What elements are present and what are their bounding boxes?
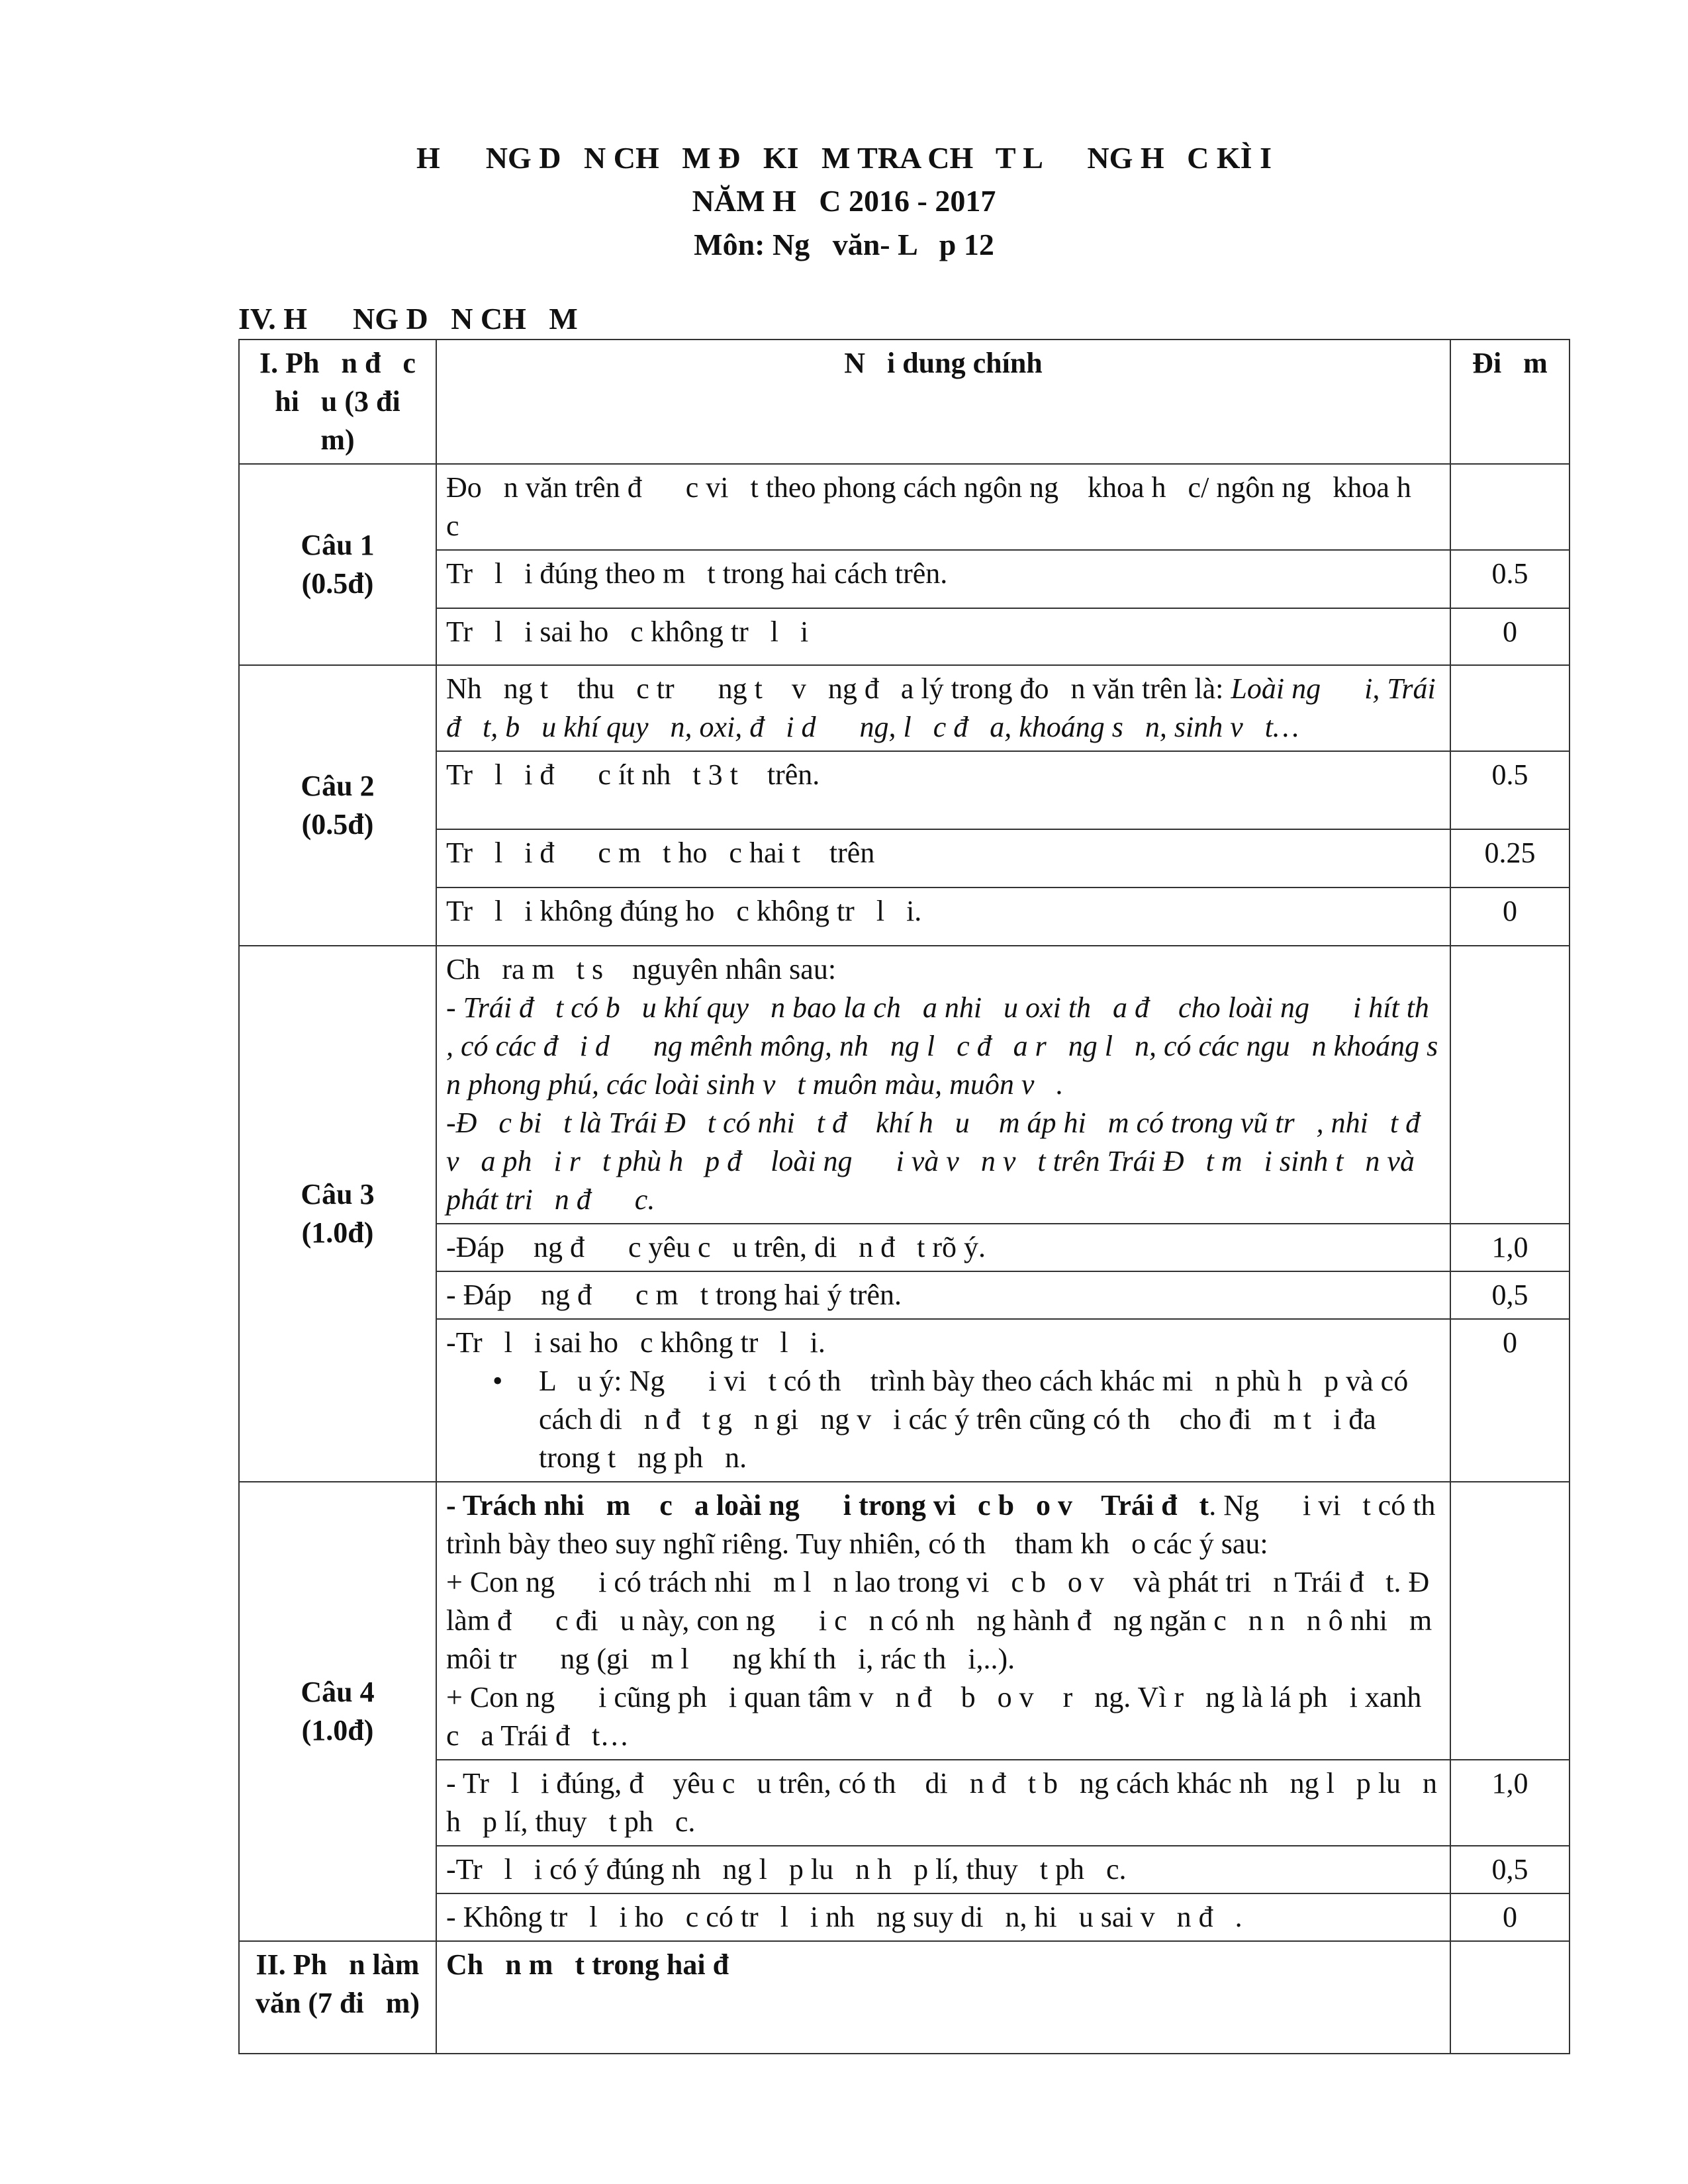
question-4-point-2: + Con ng i cũng ph i quan tâm v n đ b o v r ng. Vì r ng là lá ph i xanh c a Trái đ t… <box>446 1681 1429 1752</box>
grading-table <box>238 339 1570 2054</box>
question-1-score-empty <box>1450 464 1570 550</box>
table-row <box>239 887 1570 946</box>
table-row <box>239 829 1570 887</box>
question-3-point-2: -Đ c bi t là Trái Đ t có nhi t đ khí h u m áp hi m có trong vũ tr , nhi t đ v a ph i r t phù h p đ loài ng i và v n v t trên Trái Đ t m i sinh t n và phát tri n đ c. <box>446 1107 1450 1216</box>
question-2-score: 0.25 <box>1450 829 1570 887</box>
question-3-point-1: - Trái đ t có b u khí quy n bao la ch a nhi u oxi th a đ cho loài ng i hít th , có các đ i d ng mênh mông, nh ng l c đ a r ng l n, có các ngu n khoáng s n phong phú, các loài sinh v t muôn màu, muôn v . <box>446 991 1460 1101</box>
question-2-criterion: Tr l i đ c ít nh t 3 t trên. <box>436 751 1450 829</box>
header-content: N i dung chính <box>436 340 1450 464</box>
table-row <box>239 608 1570 665</box>
table-row <box>239 665 1570 751</box>
question-2-score: 0.5 <box>1450 751 1570 829</box>
table-header-row <box>239 340 1570 464</box>
question-4-heading: - Trách nhi m c a loài ng i trong vi c b o v Trái đ t <box>446 1489 1209 1522</box>
part-2-label: II. Ph n làm văn (7 đi m) <box>239 1941 436 2054</box>
question-4-criterion: -Tr l i có ý đúng nh ng l p lu n h p lí, thuy t ph c. <box>436 1846 1450 1893</box>
page-title-line-2: NĂM H C 2016 - 2017 <box>692 184 996 218</box>
page-title-line-1: H NG D N CH M Đ KI M TRA CH T L NG H C KÌ I <box>416 141 1272 175</box>
header-score: Đi m <box>1450 340 1570 464</box>
question-3-criterion <box>436 1319 1450 1482</box>
part-2-content: Ch n m t trong hai đ <box>436 1941 1450 2054</box>
table-row <box>239 464 1570 550</box>
question-1-score: 0.5 <box>1450 550 1570 608</box>
question-2-score-empty <box>1450 665 1570 751</box>
table-row <box>239 946 1570 1224</box>
section-heading: IV. H NG D N CH M <box>238 302 578 336</box>
question-3-score: 0,5 <box>1450 1271 1570 1319</box>
bullet-icon: • <box>492 1365 503 1397</box>
question-4-criterion: - Không tr l i ho c có tr l i nh ng suy di n, hi u sai v n đ . <box>436 1893 1450 1941</box>
question-3-score: 0 <box>1450 1319 1570 1482</box>
question-1-label: Câu 1 (0.5đ) <box>239 464 436 665</box>
question-1-score: 0 <box>1450 608 1570 665</box>
question-2-score: 0 <box>1450 887 1570 946</box>
table-row <box>239 1941 1570 2054</box>
table-row <box>239 1224 1570 1271</box>
question-3-score-empty <box>1450 946 1570 1224</box>
table-row <box>239 751 1570 829</box>
question-3-score: 1,0 <box>1450 1224 1570 1271</box>
question-1-answer: Đo n văn trên đ c vi t theo phong cách ngôn ng khoa h c/ ngôn ng khoa h c <box>436 464 1450 550</box>
question-3-criterion: -Đáp ng đ c yêu c u trên, di n đ t rõ ý. <box>436 1224 1450 1271</box>
question-4-heading-rest: . Ng i vi t có th trình bày theo suy nghĩ riêng. Tuy nhiên, có th tham kh o các ý sau: <box>446 1489 1465 1560</box>
question-3-label: Câu 3 (1.0đ) <box>239 946 436 1482</box>
table-row <box>239 1846 1570 1893</box>
page-title-line-3: Môn: Ng văn- L p 12 <box>694 228 994 261</box>
question-2-label: Câu 2 (0.5đ) <box>239 665 436 946</box>
question-2-answer-terms: Loài ng i, Trái đ t, b u khí quy n, oxi, đ i d ng, l c đ a, khoáng s n, sinh v t… <box>446 672 1443 743</box>
question-3-note-text: L u ý: Ng i vi t có th trình bày theo cách khác mi n phù h p và có cách di n đ t g n gi ng v i các ý trên cũng có th cho đi m t i đa trong t ng ph n. <box>539 1365 1416 1474</box>
question-4-label: Câu 4 (1.0đ) <box>239 1482 436 1941</box>
question-3-criterion: - Đáp ng đ c m t trong hai ý trên. <box>436 1271 1450 1319</box>
question-3-answer <box>436 946 1460 1224</box>
table-row <box>239 1319 1570 1482</box>
question-3-criterion-text: -Tr l i sai ho c không tr l i. <box>446 1326 825 1359</box>
question-4-criterion: - Tr l i đúng, đ yêu c u trên, có th di n đ t b ng cách khác nh ng l p lu n h p lí, thuy t ph c. <box>436 1760 1450 1846</box>
table-row <box>239 1893 1570 1941</box>
question-4-score: 0 <box>1450 1893 1570 1941</box>
question-2-criterion: Tr l i không đúng ho c không tr l i. <box>436 887 1450 946</box>
question-4-point-1: + Con ng i có trách nhi m l n lao trong vi c b o v và phát tri n Trái đ t. Đ làm đ c đi u này, con ng i c n có nh ng hành đ ng ngăn c n n n ô nhi m môi tr ng (gi m l ng khí th i, rác th i,..). <box>446 1566 1459 1675</box>
question-1-criterion: Tr l i sai ho c không tr l i <box>436 608 1450 665</box>
table-row <box>239 1482 1570 1760</box>
question-2-answer <box>436 665 1450 751</box>
question-4-score: 0,5 <box>1450 1846 1570 1893</box>
question-4-answer <box>436 1482 1465 1760</box>
table-row <box>239 1760 1570 1846</box>
table-row <box>239 550 1570 608</box>
question-4-score-empty <box>1450 1482 1570 1760</box>
part-2-score-empty <box>1450 1941 1570 2054</box>
table-row <box>239 1271 1570 1319</box>
question-4-score: 1,0 <box>1450 1760 1570 1846</box>
question-2-criterion: Tr l i đ c m t ho c hai t trên <box>436 829 1450 887</box>
question-1-criterion: Tr l i đúng theo m t trong hai cách trên. <box>436 550 1450 608</box>
question-2-answer-lead: Nh ng t thu c tr ng t v ng đ a lý trong đo n văn trên là: <box>446 672 1231 705</box>
question-3-intro: Ch ra m t s nguyên nhân sau: <box>446 953 837 985</box>
question-3-note <box>446 1362 1440 1477</box>
header-part: I. Ph n đ c hi u (3 đi m) <box>239 340 436 464</box>
